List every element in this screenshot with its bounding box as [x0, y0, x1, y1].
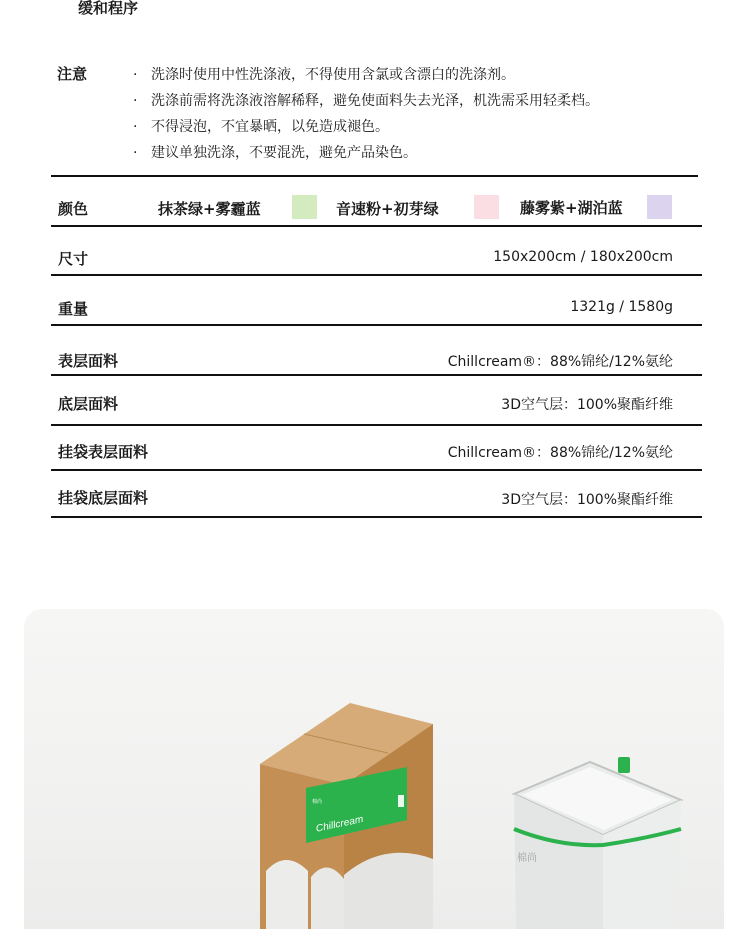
- spec-value-bag-outer: Chillcream®：88%锦纶/12%氨纶: [447, 445, 673, 461]
- spec-label-weight: 重量: [58, 300, 89, 318]
- spec-label-bag-outer: 挂袋表层面料: [58, 443, 149, 461]
- spec-value-size: 150x200cm / 180x200cm: [493, 249, 673, 265]
- product-photo: [24, 609, 724, 929]
- table-divider: [51, 225, 702, 227]
- table-divider: [51, 274, 702, 276]
- spec-label-size: 尺寸: [58, 250, 89, 268]
- table-divider: [51, 424, 702, 426]
- spec-label-bag-inner: 挂袋底层面料: [58, 489, 149, 507]
- packaging-illustration: [24, 609, 724, 929]
- bag-logo-text: 棉尚: [517, 853, 537, 864]
- spec-value-bag-inner: 3D空气层：100%聚酯纤维: [501, 492, 673, 508]
- spec-value-weight: 1321g / 1580g: [570, 299, 673, 315]
- table-divider: [51, 469, 702, 471]
- section-title: 缓和程序: [78, 0, 139, 17]
- list-item: · 建议单独洗涤，不要混洗，避免产品染色。: [133, 145, 417, 161]
- notice-list: [133, 62, 599, 166]
- table-divider: [51, 175, 698, 177]
- color-option-name: 抹茶绿+雾霾蓝: [158, 200, 261, 218]
- color-option-name: 藤雾紫+湖泊蓝: [520, 199, 623, 217]
- list-item: · 不得浸泡，不宜暴晒，以免造成褪色。: [133, 119, 389, 135]
- notice-label: 注意: [57, 65, 88, 83]
- table-divider: [51, 516, 702, 518]
- kraft-box: [260, 703, 433, 929]
- color-swatch: [647, 195, 672, 219]
- spec-value-inner-fabric: 3D空气层：100%聚酯纤维: [501, 397, 673, 413]
- list-item: · 洗涤前需将洗涤液溶解稀释，避免使面料失去光泽，机洗需采用轻柔档。: [133, 93, 599, 109]
- box-brand-text: Chillcream: [316, 813, 364, 835]
- box-logo-text: 棉尚: [312, 799, 323, 805]
- spec-label-inner-fabric: 底层面料: [58, 395, 119, 413]
- spec-value-outer-fabric: Chillcream®：88%锦纶/12%氨纶: [447, 354, 673, 370]
- table-divider: [51, 324, 702, 326]
- color-option-name: 音速粉+初芽绿: [336, 200, 439, 218]
- list-item: · 洗涤时使用中性洗涤液，不得使用含氯或含漂白的洗涤剂。: [133, 67, 515, 83]
- color-swatch: [474, 195, 499, 219]
- color-label: 颜色: [58, 200, 89, 218]
- table-divider: [51, 374, 702, 376]
- color-swatch: [292, 195, 317, 219]
- clear-bag: [514, 757, 681, 929]
- spec-label-outer-fabric: 表层面料: [58, 352, 119, 370]
